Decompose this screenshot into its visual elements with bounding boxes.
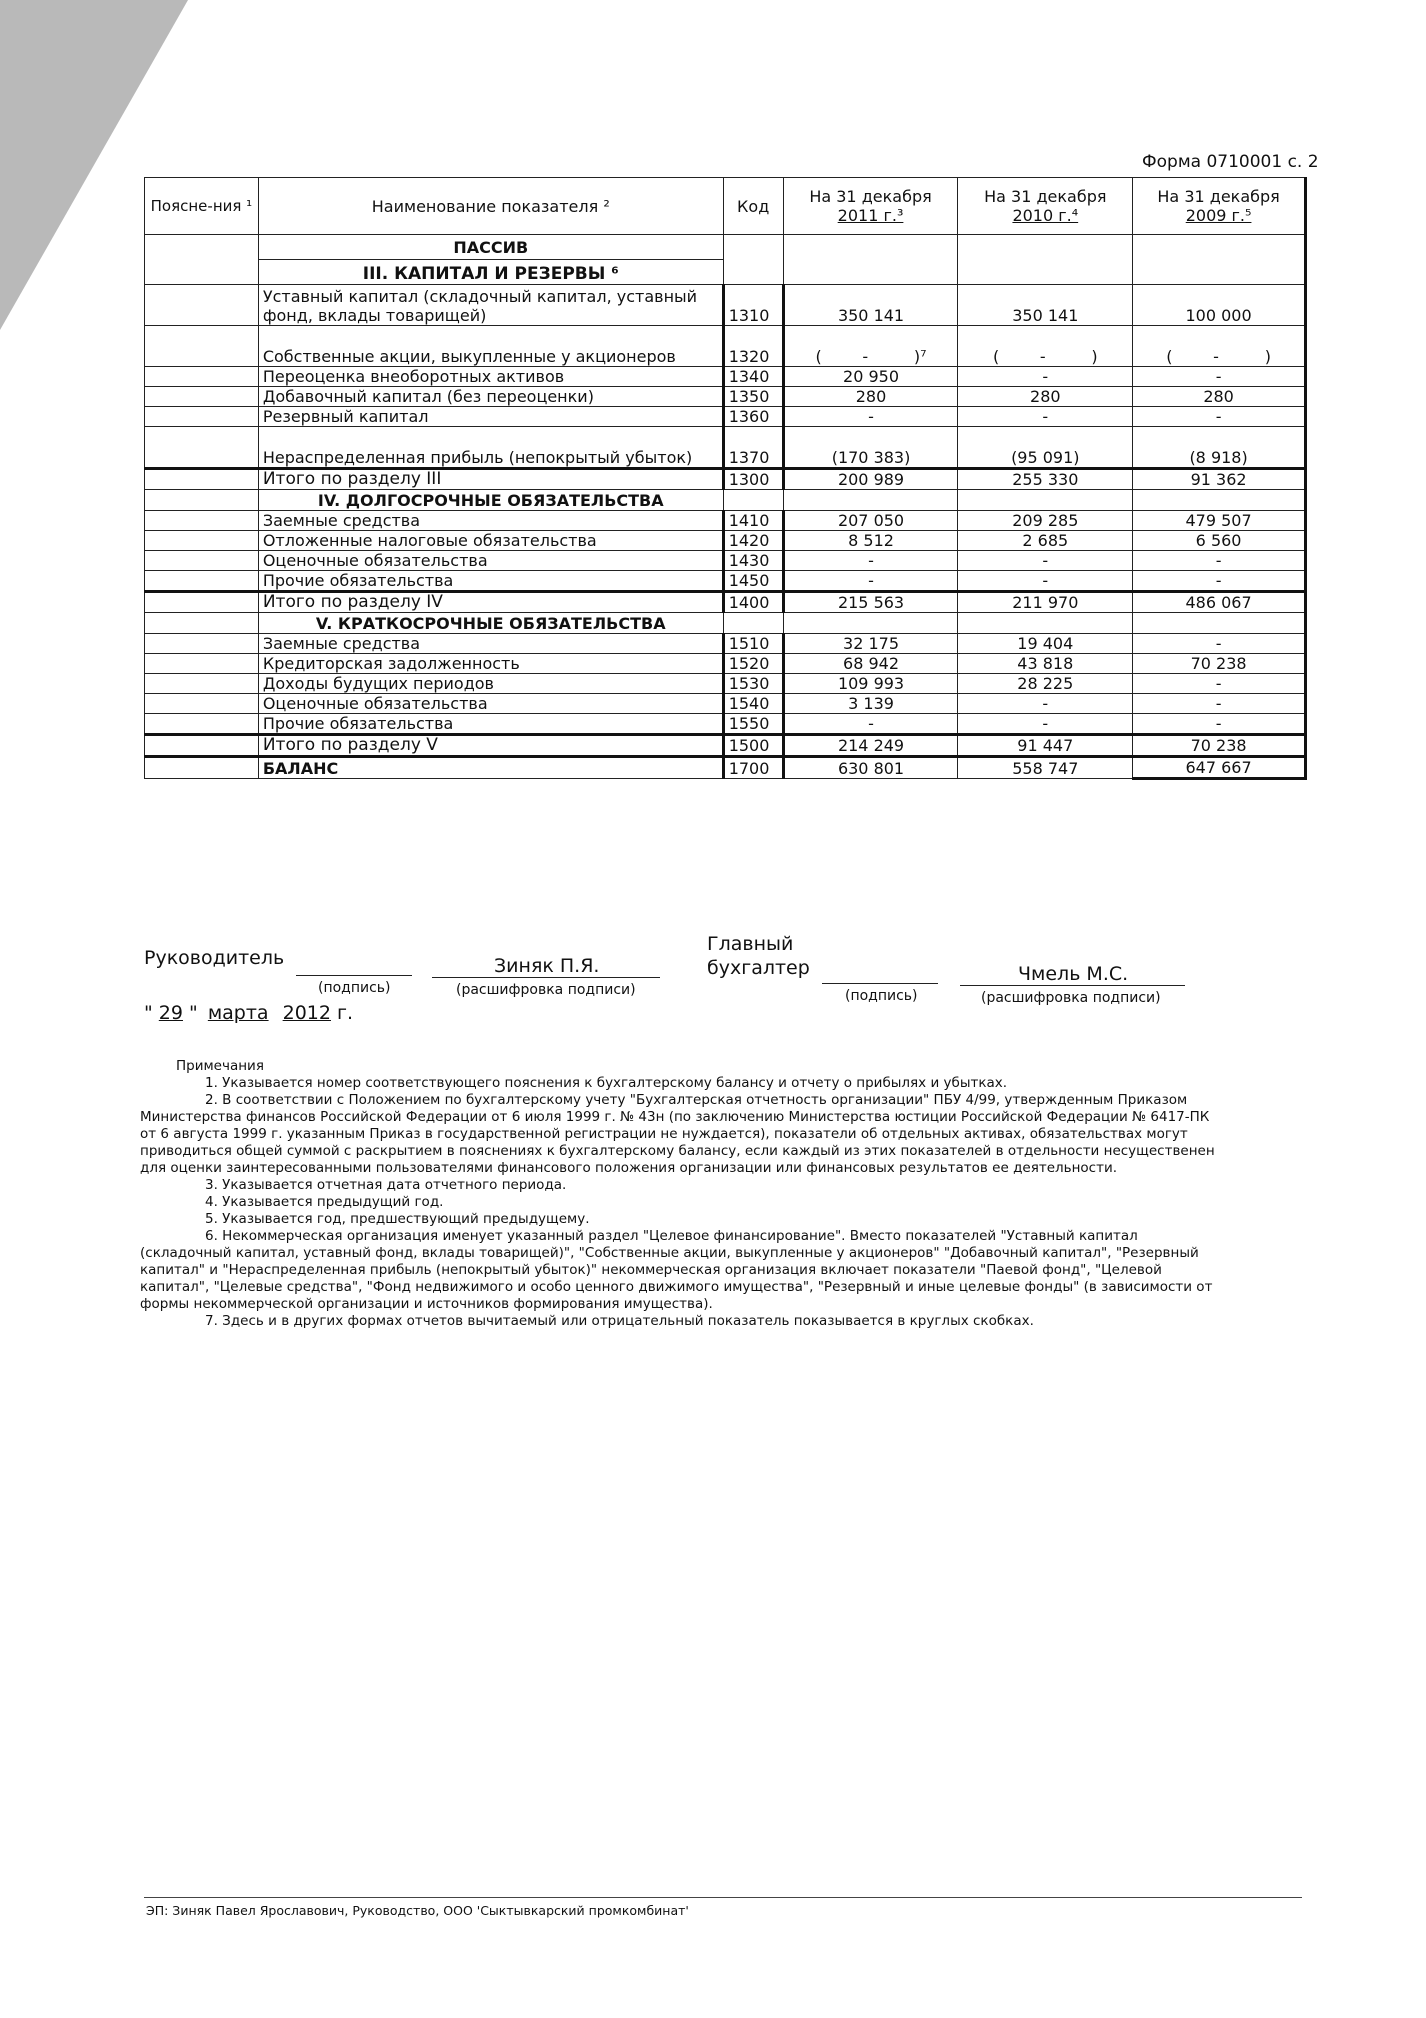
row-value-2010: - [958,714,1133,735]
row-code: 1500 [723,735,783,757]
row-code: 1520 [723,654,783,674]
row-note [145,427,259,469]
row-value-2009: 100 000 [1133,285,1306,326]
row-code: 1700 [723,757,783,779]
note-3: 3. Указывается отчетная дата отчетного периода. [205,1177,567,1193]
acc-sign-line [822,983,938,984]
head-name-line [432,977,660,978]
row-value-2011: 207 050 [783,511,958,531]
row-value-2009: 70 238 [1133,735,1306,757]
table-row [145,469,1306,490]
table-row [145,551,1306,571]
head-label: Руководитель [144,947,285,969]
note-2: 2. В соответствии с Положением по бухгалтерскому учету "Бухгалтерская отчетность организации" ПБУ 4/99, утвержденным Приказом Министерства финансов Российской Федерации от 6 июля 1999 г. № 43н (по заключению Министерства юстиции Российской Федерации № 6417-ПК от 6 августа 1999 г. указанным Приказ в государственной регистрации не нуждается), показатели об отдельных активах, обязательствах могут приводиться общей суммой с раскрытием в пояснениях к бухгалтерскому балансу, если каждый из этих показателей в отдельности несущественен для оценки заинтересованными пользователями финансового положения организации или финансовых результатов ее деятельности. [140,1092,1215,1176]
row-value-2009: - [1133,634,1306,654]
section-title: IV. ДОЛГОСРОЧНЫЕ ОБЯЗАТЕЛЬСТВА [258,490,723,511]
row-value-2011: 20 950 [783,367,958,387]
row-value-2011: 280 [783,387,958,407]
header-2009: На 31 декабря 2009 г.⁵ [1133,178,1306,235]
section-title: V. КРАТКОСРОЧНЫЕ ОБЯЗАТЕЛЬСТВА [258,613,723,634]
note-7: 7. Здесь и в других формах отчетов вычитаемый или отрицательный показатель показывается в круглых скобках. [205,1313,1034,1329]
table-row [145,694,1306,714]
table-row [145,654,1306,674]
row-name: Итого по разделу IV [258,592,723,613]
row-value-2010: 19 404 [958,634,1133,654]
head-name: Зиняк П.Я. [494,955,600,977]
row-value-2009: (8 918) [1133,427,1306,469]
row-name: Переоценка внеоборотных активов [258,367,723,387]
row-value-2011: 200 989 [783,469,958,490]
row-code: 1540 [723,694,783,714]
row-value-2010: (95 091) [958,427,1133,469]
row-value-2009: 647 667 [1133,757,1306,779]
row-value-2011: 215 563 [783,592,958,613]
row-note [145,735,259,757]
row-code: 1420 [723,531,783,551]
section-title-row [145,613,1306,634]
row-value-2009: - [1133,694,1306,714]
row-code: 1410 [723,511,783,531]
table-row [145,571,1306,592]
row-note [145,674,259,694]
row-name: Итого по разделу V [258,735,723,757]
row-value-2010: 280 [958,387,1133,407]
balance-table [144,177,1307,780]
row-note [145,511,259,531]
row-value-2010: 350 141 [958,285,1133,326]
row-name: Итого по разделу III [258,469,723,490]
row-value-2010: - [958,694,1133,714]
table-row [145,757,1306,779]
notes [140,1058,1220,1330]
note-1: 1. Указывается номер соответствующего пояснения к бухгалтерскому балансу и отчету о прибылях и убытках. [205,1075,1008,1091]
row-value-2010: - [958,551,1133,571]
row-value-2010: - [958,571,1133,592]
row-value-2011: 32 175 [783,634,958,654]
row-value-2009: 91 362 [1133,469,1306,490]
table-header [145,178,1306,235]
row-value-2011: - [783,407,958,427]
row-value-2011: (170 383) [783,427,958,469]
row-value-2009: - [1133,571,1306,592]
row-note [145,757,259,779]
table-row [145,511,1306,531]
notes-title: Примечания [176,1058,264,1074]
row-name: Добавочный капитал (без переоценки) [258,387,723,407]
row-note [145,367,259,387]
row-code: 1300 [723,469,783,490]
row-name: Оценочные обязательства [258,694,723,714]
row-value-2010: 209 285 [958,511,1133,531]
row-note [145,571,259,592]
row-value-2009: 280 [1133,387,1306,407]
row-value-2011: ( - )⁷ [783,326,958,367]
row-note [145,592,259,613]
row-value-2011: 3 139 [783,694,958,714]
row-name: Уставный капитал (складочный капитал, уставный фонд, вклады товарищей) [258,285,723,326]
row-name: Кредиторская задолженность [258,654,723,674]
row-note [145,285,259,326]
row-value-2010: - [958,407,1133,427]
row-value-2010: 255 330 [958,469,1133,490]
row-name: Собственные акции, выкупленные у акционеров [258,326,723,367]
row-name: Оценочные обязательства [258,551,723,571]
row-value-2009: - [1133,367,1306,387]
row-code: 1400 [723,592,783,613]
row-name: Заемные средства [258,634,723,654]
row-code: 1450 [723,571,783,592]
row-name: Заемные средства [258,511,723,531]
note-4: 4. Указывается предыдущий год. [205,1194,444,1210]
note-6: 6. Некоммерческая организация именует указанный раздел "Целевое финансирование". Вместо показателей "Уставный капитал (складочный капитал, уставный фонд, вклады товарищей)", "Собственные акции, выкупленные у акционеров" "Добавочный капитал", "Резервный капитал" и "Нераспределенная прибыль (непокрытый убыток)" некоммерческая организация включает показатели "Паевой фонд", "Целевой капитал", "Целевые средства", "Фонд недвижимого и особо ценного движимого имущества", "Резервный и иные целевые фонды" (в зависимости от формы некоммерческой организации и источников формирования имущества). [140,1228,1213,1312]
table-row [145,427,1306,469]
row-note [145,387,259,407]
row-code: 1360 [723,407,783,427]
row-note [145,694,259,714]
row-value-2010: 28 225 [958,674,1133,694]
note-5: 5. Указывается год, предшествующий предыдущему. [205,1211,590,1227]
acc-name-line [960,985,1185,986]
row-value-2011: 109 993 [783,674,958,694]
header-2011: На 31 декабря 2011 г.³ [783,178,958,235]
table-row [145,592,1306,613]
row-value-2011: 214 249 [783,735,958,757]
row-note [145,654,259,674]
header-code: Код [723,178,783,235]
row-code: 1530 [723,674,783,694]
acc-decode-caption: (расшифровка подписи) [981,990,1161,1006]
row-value-2011: - [783,714,958,735]
row-value-2009: 6 560 [1133,531,1306,551]
row-note [145,714,259,735]
row-value-2011: 68 942 [783,654,958,674]
row-note [145,551,259,571]
header-2010: На 31 декабря 2010 г.⁴ [958,178,1133,235]
row-value-2010: ( - ) [958,326,1133,367]
head-sign-line [296,975,412,976]
row-note [145,634,259,654]
row-value-2010: 2 685 [958,531,1133,551]
acc-sign-caption: (подпись) [845,988,918,1004]
table-row [145,714,1306,735]
row-value-2009: - [1133,714,1306,735]
row-code: 1550 [723,714,783,735]
table-row [145,387,1306,407]
row-name: Резервный капитал [258,407,723,427]
row-code: 1340 [723,367,783,387]
section-passiv-title: ПАССИВ [258,235,723,260]
row-value-2011: 8 512 [783,531,958,551]
head-decode-caption: (расшифровка подписи) [456,982,636,998]
acc-name: Чмель М.С. [1018,963,1129,985]
acc-label-2: бухгалтер [707,957,810,979]
footer-divider [144,1897,1302,1898]
row-name: Нераспределенная прибыль (непокрытый убыток) [258,427,723,469]
acc-label-1: Главный [707,933,794,955]
row-value-2011: - [783,571,958,592]
row-value-2009: - [1133,674,1306,694]
table-row [145,285,1306,326]
row-code: 1320 [723,326,783,367]
header-notes: Поясне-ния ¹ [145,178,259,235]
table-body [145,285,1306,779]
table-row [145,326,1306,367]
row-value-2011: - [783,551,958,571]
table-row [145,735,1306,757]
table-row [145,531,1306,551]
row-note [145,407,259,427]
row-code: 1430 [723,551,783,571]
form-number: Форма 0710001 с. 2 [1142,152,1319,172]
row-value-2011: 630 801 [783,757,958,779]
header-name: Наименование показателя ² [258,178,723,235]
row-note [145,326,259,367]
row-value-2009: 486 067 [1133,592,1306,613]
row-name: Отложенные налоговые обязательства [258,531,723,551]
row-value-2009: 479 507 [1133,511,1306,531]
row-code: 1310 [723,285,783,326]
row-value-2011: 350 141 [783,285,958,326]
row-value-2009: - [1133,551,1306,571]
table-row [145,674,1306,694]
row-value-2010: 43 818 [958,654,1133,674]
row-code: 1370 [723,427,783,469]
row-value-2009: ( - ) [1133,326,1306,367]
row-name: Доходы будущих периодов [258,674,723,694]
table-row [145,634,1306,654]
row-name: Прочие обязательства [258,714,723,735]
row-value-2010: 558 747 [958,757,1133,779]
section-title-row [145,490,1306,511]
section-passiv [145,235,1306,260]
head-sign-caption: (подпись) [318,980,391,996]
row-name: БАЛАНС [258,757,723,779]
row-value-2010: 91 447 [958,735,1133,757]
sign-date: " 29 " марта 2012 г. [144,1002,354,1024]
row-note [145,531,259,551]
row-name: Прочие обязательства [258,571,723,592]
section-3-title: III. КАПИТАЛ И РЕЗЕРВЫ ⁶ [258,260,723,285]
row-value-2009: 70 238 [1133,654,1306,674]
table-row [145,367,1306,387]
row-code: 1350 [723,387,783,407]
row-value-2009: - [1133,407,1306,427]
footer-signature-info: ЭП: Зиняк Павел Ярославович, Руководство, ООО 'Сыктывкарский промкомбинат' [146,1903,689,1918]
row-value-2010: 211 970 [958,592,1133,613]
row-code: 1510 [723,634,783,654]
table-row [145,407,1306,427]
row-value-2010: - [958,367,1133,387]
row-note [145,469,259,490]
